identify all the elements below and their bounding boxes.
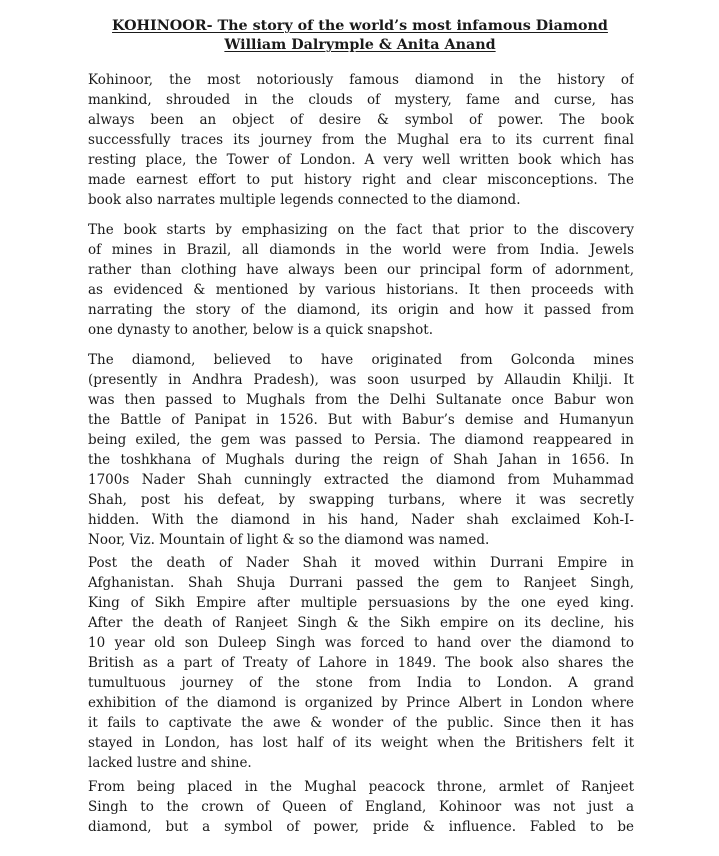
paragraph-line: 1700s Nader Shah cunningly extracted the diamond from Muhammad: [88, 472, 634, 488]
document-title: KOHINOOR- The story of the world’s most infamous Diamond: [112, 18, 608, 34]
paragraph-line: The diamond, believed to have originated from Golconda mines: [88, 352, 634, 368]
paragraph-line: made earnest effort to put history right and clear misconceptions. The: [88, 172, 634, 188]
paragraph-line: exhibition of the diamond is organized by Prince Albert in London where: [88, 695, 634, 711]
paragraph-line: always been an object of desire & symbol of power. The book: [88, 112, 634, 128]
paragraph-line: From being placed in the Mughal peacock throne, armlet of Ranjeet: [88, 779, 634, 795]
paragraph-line: narrating the story of the diamond, its origin and how it passed from: [88, 302, 634, 318]
paragraph-line: 10 year old son Duleep Singh was forced to hand over the diamond to: [88, 635, 634, 651]
paragraph-line: successfully traces its journey from the Mughal era to its current final: [88, 132, 634, 148]
paragraph-line: tumultuous journey of the stone from India to London. A grand: [88, 675, 634, 691]
paragraph-4: [88, 553, 634, 773]
paragraph-line: The book starts by emphasizing on the fact that prior to the discovery: [88, 222, 634, 238]
paragraph-line: lacked lustre and shine.: [88, 755, 252, 771]
paragraph-line: King of Sikh Empire after multiple persuasions by the one eyed king.: [88, 595, 634, 611]
paragraph-line: Afghanistan. Shah Shuja Durrani passed the gem to Ranjeet Singh,: [88, 575, 634, 591]
paragraph-line: (presently in Andhra Pradesh), was soon usurped by Allaudin Khilji. It: [88, 372, 634, 388]
paragraph-line: Noor, Viz. Mountain of light & so the diamond was named.: [88, 532, 490, 548]
paragraph-line: it fails to captivate the awe & wonder of the public. Since then it has: [88, 715, 634, 731]
paragraph-line: British as a part of Treaty of Lahore in 1849. The book also shares the: [88, 655, 634, 671]
paragraph-line: rather than clothing have always been our principal form of adornment,: [88, 262, 634, 278]
paragraph-line: as evidenced & mentioned by various historians. It then proceeds with: [88, 282, 634, 298]
paragraph-line: the toshkhana of Mughals during the reign of Shah Jahan in 1656. In: [88, 452, 634, 468]
paragraph-line: one dynasty to another, below is a quick snapshot.: [88, 322, 434, 338]
paragraph-1: [88, 70, 634, 210]
paragraph-line: Post the death of Nader Shah it moved within Durrani Empire in: [88, 555, 634, 571]
paragraph-line: hidden. With the diamond in his hand, Nader shah exclaimed Koh-I-: [88, 512, 634, 528]
paragraph-line: book also narrates multiple legends connected to the diamond.: [88, 192, 521, 208]
paragraph-line: Singh to the crown of Queen of England, Kohinoor was not just a: [88, 799, 634, 815]
paragraph-line: being exiled, the gem was passed to Persia. The diamond reappeared in: [88, 432, 634, 448]
paragraph-line: Kohinoor, the most notoriously famous diamond in the history of: [88, 72, 634, 88]
paragraph-3: [88, 350, 634, 550]
paragraph-line: mankind, shrouded in the clouds of mystery, fame and curse, has: [88, 92, 634, 108]
paragraph-line: of mines in Brazil, all diamonds in the world were from India. Jewels: [88, 242, 634, 258]
paragraph-line: stayed in London, has lost half of its weight when the Britishers felt it: [88, 735, 634, 751]
paragraph-5: [88, 777, 634, 837]
paragraph-line: was then passed to Mughals from the Delhi Sultanate once Babur won: [88, 392, 634, 408]
paragraph-line: Shah, post his defeat, by swapping turbans, where it was secretly: [88, 492, 634, 508]
paragraph-2: [88, 220, 634, 340]
paragraph-line: diamond, but a symbol of power, pride & influence. Fabled to be: [88, 819, 634, 835]
paragraph-line: the Battle of Panipat in 1526. But with Babur’s demise and Humanyun: [88, 412, 634, 428]
paragraph-line: After the death of Ranjeet Singh & the Sikh empire on its decline, his: [88, 615, 634, 631]
paragraph-line: resting place, the Tower of London. A very well written book which has: [88, 152, 634, 168]
document-authors: William Dalrymple & Anita Anand: [224, 37, 496, 53]
